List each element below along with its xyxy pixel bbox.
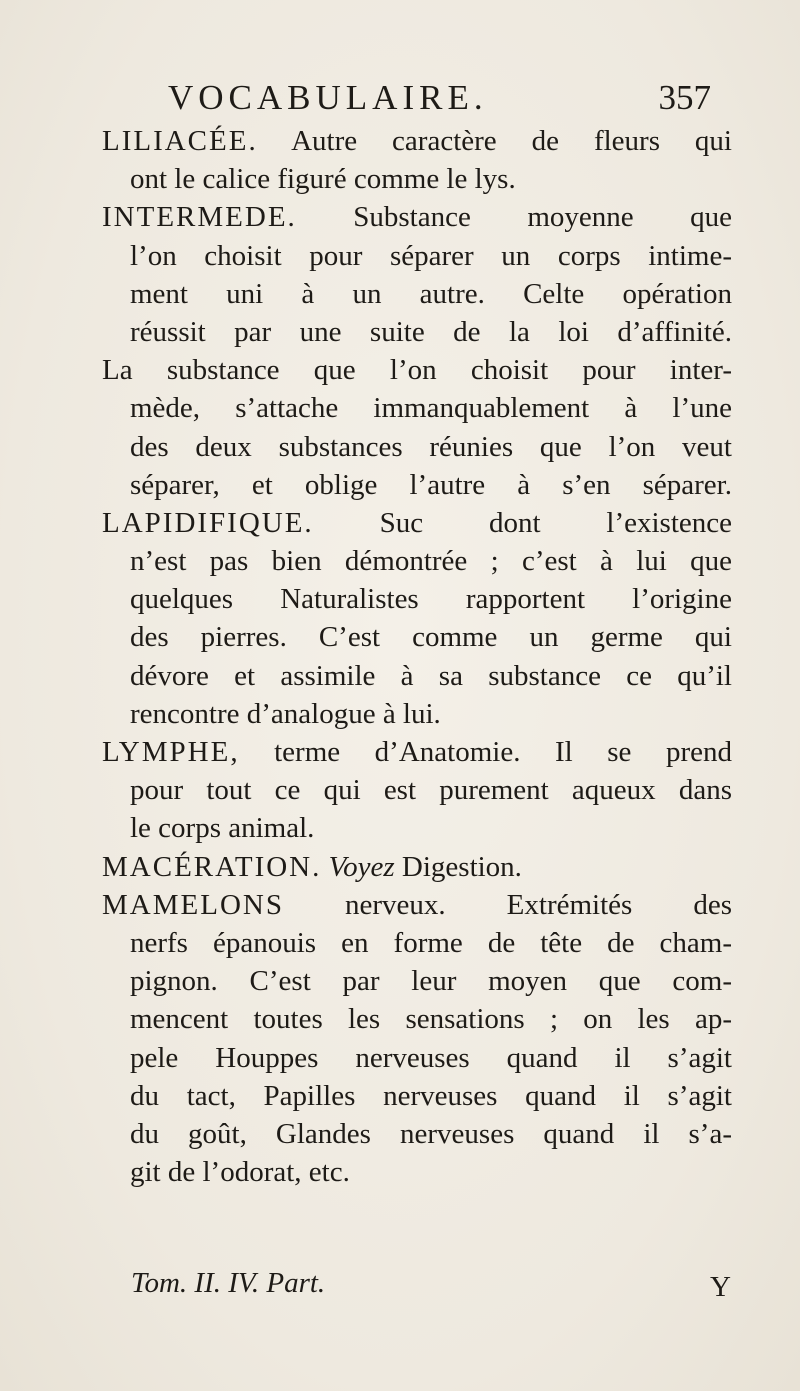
text-line	[102, 962, 732, 1000]
text-line	[102, 504, 732, 542]
running-head: VOCABULAIRE.	[168, 78, 488, 117]
entry-text: terme d’Anatomie. Il se prend	[239, 736, 732, 768]
text-line	[102, 275, 732, 313]
entry-text: pignon. C’est par leur moyen que com-	[130, 965, 732, 998]
entry-text: mencent toutes les sensations ; on les ap-	[130, 1003, 732, 1036]
page-footer	[131, 1263, 741, 1303]
text-line	[102, 771, 732, 809]
entry-text: l’on choisit pour séparer un corps intime-	[130, 239, 732, 272]
text-line	[102, 1077, 732, 1115]
text-line	[102, 389, 732, 427]
text-line	[102, 313, 732, 351]
text-line	[102, 198, 732, 236]
cross-reference-label: Voyez	[321, 850, 395, 883]
text-line	[102, 466, 732, 504]
entry-text: Substance moyenne que	[296, 201, 732, 234]
text-line	[102, 237, 732, 275]
text-line	[102, 886, 732, 924]
text-line	[102, 733, 732, 771]
entry-text: Autre caractère de fleurs qui	[257, 125, 732, 157]
entry-text: pour tout ce qui est purement aqueux dans	[130, 774, 732, 807]
entry-headword: LYMPHE,	[102, 736, 240, 768]
entry-text: pele Houppes nerveuses quand il s’agit	[130, 1041, 732, 1074]
entry-headword: LILIACÉE.	[102, 125, 258, 157]
entry-headword: INTERMEDE.	[102, 201, 297, 234]
entry-headword: LAPIDIFIQUE.	[102, 506, 314, 539]
entry-text: du tact, Papilles nerveuses quand il s’agit	[130, 1079, 732, 1112]
text-line	[102, 848, 732, 886]
text-line	[102, 1153, 732, 1191]
entry-headword: MAMELONS	[102, 888, 284, 921]
entry-text: des deux substances réunies que l’on veut	[130, 430, 732, 463]
entry-headword: MACÉRATION.	[102, 850, 322, 883]
entry-text: ont le calice figuré comme le lys.	[130, 163, 516, 196]
volume-signature: Tom. II. IV. Part.	[131, 1267, 326, 1299]
entry-text: n’est pas bien démontrée ; c’est à lui que	[130, 545, 732, 578]
text-line	[102, 160, 732, 198]
text-line	[102, 1115, 732, 1153]
entry-text: séparer, et oblige l’autre à s’en séparer.	[130, 468, 732, 501]
entry-text: Suc dont l’existence	[313, 506, 732, 539]
text-line	[102, 428, 732, 466]
text-line	[102, 618, 732, 656]
page-body	[102, 122, 732, 1191]
entry-text: dévore et assimile à sa substance ce qu’il	[130, 659, 732, 692]
text-line	[102, 122, 732, 160]
entry-text: git de l’odorat, etc.	[130, 1156, 350, 1189]
entry-text: le corps animal.	[130, 812, 315, 845]
entry-text: du goût, Glandes nerveuses quand il s’a-	[130, 1117, 732, 1150]
entry-text: nerfs épanouis en forme de tête de cham-	[130, 926, 732, 959]
entry-text: mède, s’attache immanquablement à l’une	[130, 392, 732, 425]
text-line	[102, 1039, 732, 1077]
entry-text: réussit par une suite de la loi d’affinité.	[130, 315, 732, 348]
text-line	[102, 657, 732, 695]
gathering-mark: Y	[710, 1271, 731, 1303]
page-header	[166, 76, 711, 120]
entry-text: Digestion.	[394, 850, 522, 883]
text-line	[102, 695, 732, 733]
text-line	[102, 809, 732, 847]
entry-text: quelques Naturalistes rapportent l’origine	[130, 583, 732, 616]
text-line	[102, 580, 732, 618]
entry-text: des pierres. C’est comme un germe qui	[130, 621, 732, 654]
entry-text: nerveux. Extrémités des	[283, 888, 732, 921]
entry-text: ment uni à un autre. Celte opération	[130, 277, 732, 310]
text-line	[102, 351, 732, 389]
entry-text: rencontre d’analogue à lui.	[130, 697, 441, 730]
text-line	[102, 1000, 732, 1038]
text-line	[102, 542, 732, 580]
entry-text: La substance que l’on choisit pour inter-	[102, 354, 732, 387]
text-line	[102, 924, 732, 962]
page-number: 357	[658, 78, 711, 117]
